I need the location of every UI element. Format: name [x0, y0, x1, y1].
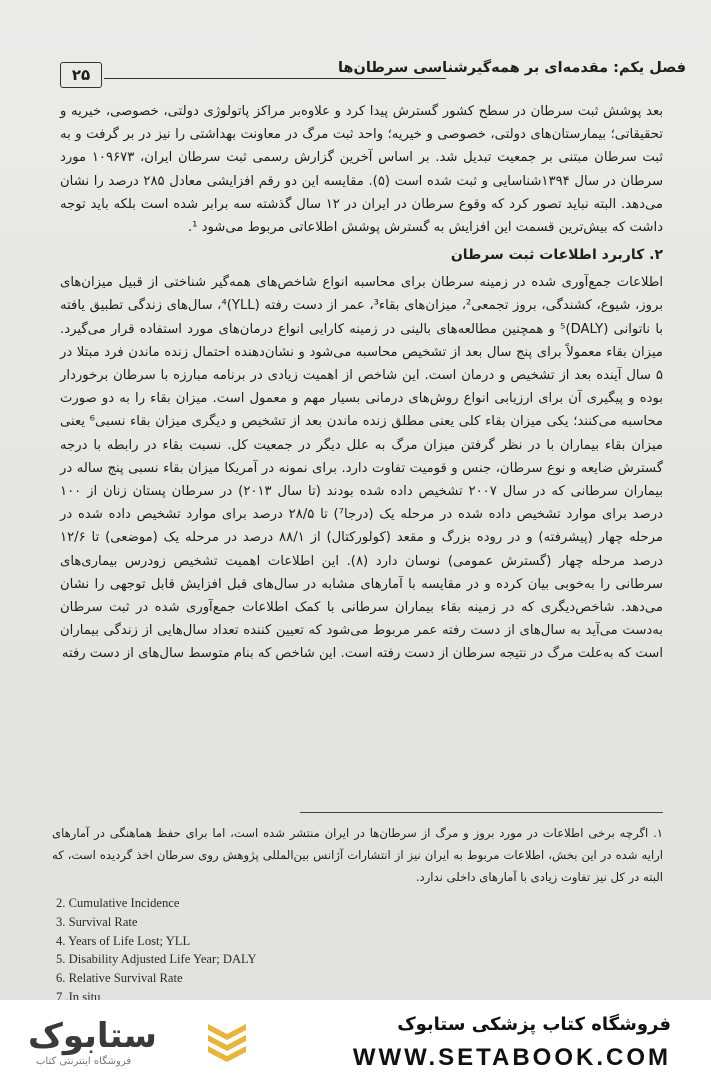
footnote-item: 4. Years of Life Lost; YLL [56, 933, 191, 948]
section-paragraph: اطلاعات جمع‌آوری شده در زمینه سرطان برای محاسبه انواع شاخص‌های همه‌گیر شناختی از قبیل میزان‌های بروز، شیوع، کشندگی، بروز تجمعی²، میزان‌های بقاء³، عمر از دست رفته (YLL)⁴، سال‌های زندگی تطبیق یافته با ناتوانی (DALY)⁵ و همچنین مطالعه‌های بالینی در زمینه کارایی انواع درمان‌های مورد استفاده قرار می‌گیرد. میزان بقاء معمولاً برای پنج سال بعد از تشخیص محاسبه می‌شود و نشان‌دهنده احتمال زنده ماندن فرد مبتلا در ۵ سال آینده بعد از تشخیص و درمان است. این شاخص از اهمیت زیادی در برنامه مبارزه با سرطان برخوردار بوده و پیگیری آن برای ارزیابی انواع روش‌های درمانی بسیار مهم و معمول است. میزان بقاء را به دو صورت محاسبه می‌کنند؛ یکی میزان بقاء کلی یعنی مطلق زنده ماندن بعد از تشخیص و دیگری میزان بقاء نسبی⁶ یعنی میزان بقاء بیماران با در نظر گرفتن میزان مرگ به علل دیگر در جمعیت کل. نسبت بقاء در رابطه با درجه گسترش ضایعه و نوع سرطان، جنس و قومیت تفاوت دارد. برای نمونه در آمریکا میزان بقاء نسبی پنج ساله در بیماران سرطانی که در سال ۲۰۰۷ تشخیص داده شده بودند (تا سال ۲۰۱۳) در سرطان پستان زنان از ۱۰۰ درصد برای موارد تشخیص داده شده در مرحله یک (درجا⁷) تا ۲۸/۵ درصد برای موارد تشخیص داده شده در مرحله چهار (پیشرفته) و در روده بزرگ و مقعد (کولورکتال) از ۸۸/۱ درصد در مرحله یک (موضعی) تا ۱۲/۶ درصد مرحله چهار (گسترش عمومی) نوسان دارد (۸). این اطلاعات اهمیت تشخیص زودرس بیماری‌های سرطانی را به‌خوبی بیان کرده و در مقایسه با آمارهای مشابه در سال‌های قبل افزایش قابل توجهی را نشان می‌دهد. شاخص‌دیگری که در زمینه بقاء بیماران سرطانی با کمک اطلاعات جمع‌آوری شده در ثبت سرطان به‌دست می‌آید به سال‌های از دست رفته عمر مربوط می‌شود که تعیین کننده تعداد سال‌هایی از زندگی بیماران است که به‌علت مرگ در نتیجه سرطان از دست رفته است. این شاخص که بنام متوسط سال‌های از دست رفته [60, 275, 664, 662]
running-header [56, 56, 686, 92]
footnote-item: 5. Disability Adjusted Life Year; DALY [56, 952, 257, 967]
body-text [60, 100, 663, 666]
footnote-item: 3. Survival Rate [56, 914, 138, 929]
footnote-item: 7 .In situ [56, 989, 101, 1000]
book-stack-icon [204, 1018, 250, 1064]
intro-paragraph: بعد پوشش ثبت سرطان در سطح کشور گسترش پیدا کرد و علاوه‌بر مراکز پاتولوژی دولتی، خصوصی، خیریه و تحقیقاتی؛ بیمارستان‌های دولتی، خصوصی و خیریه؛ واحد ثبت مرگ در معاونت بهداشتی را نیز در بر گرفت و به ثبت سرطان مبتنی بر جمعیت تبدیل شد. بر اساس آخرین گزارش رسمی ثبت سرطان ایران، ۱۰۹۶۷۳ مورد سرطان در سال ۱۳۹۴شناسایی و ثبت شده است (۵). مقایسه این دو رقم افزایشی معادل ۲۸۵ درصد را نشان می‌دهد. البته نباید تصور کرد که وقوع سرطان در ایران در ۱۲ سال گذشته سه برابر شده است بلکه باید توجه داشت که بیش‌ترین قسمت این افزایش به گسترش پوشش اطلاعاتی مربوط می‌شود ¹. [60, 104, 664, 236]
footnote-item: 6. Relative Survival Rate [56, 971, 183, 986]
header-rule [104, 78, 446, 79]
logo-wordmark: ستابوک [28, 1016, 157, 1056]
chapter-title: فصل یکم: مقدمه‌ای بر همه‌گیرشناسی سرطان‌ها [337, 60, 686, 76]
footnote-rule [300, 812, 663, 813]
page-number-box: ۲۵ [60, 62, 102, 88]
store-url-link[interactable]: WWW.SETABOOK.COM [352, 1044, 671, 1071]
store-footer-banner [0, 1000, 711, 1080]
footnote-1: ۱. اگرچه برخی اطلاعات در مورد بروز و مرگ از سرطان‌ها در ایران منتشر شده است، اما برای حفظ هماهنگی در آمارهای ارایه شده در این بخش، اطلاعات مربوط به ایران نیز از انتشارات آژانس بین‌المللی پژوهش روی سرطان اخذ گردیده است، که البته در کل نیز تفاوت زیادی با آمارهای داخلی ندارد. [52, 826, 663, 884]
setabook-logo[interactable] [28, 1018, 198, 1068]
logo-subtitle: فروشگاه اینترنتی کتاب [36, 1056, 132, 1067]
store-name: فروشگاه کتاب پزشکی ستابوک [397, 1014, 671, 1035]
footnote-item: 2. Cumulative Incidence [56, 896, 180, 910]
footnote-list [56, 894, 416, 1000]
section-heading: ۲. کاربرد اطلاعات ثبت سرطان [450, 247, 663, 264]
